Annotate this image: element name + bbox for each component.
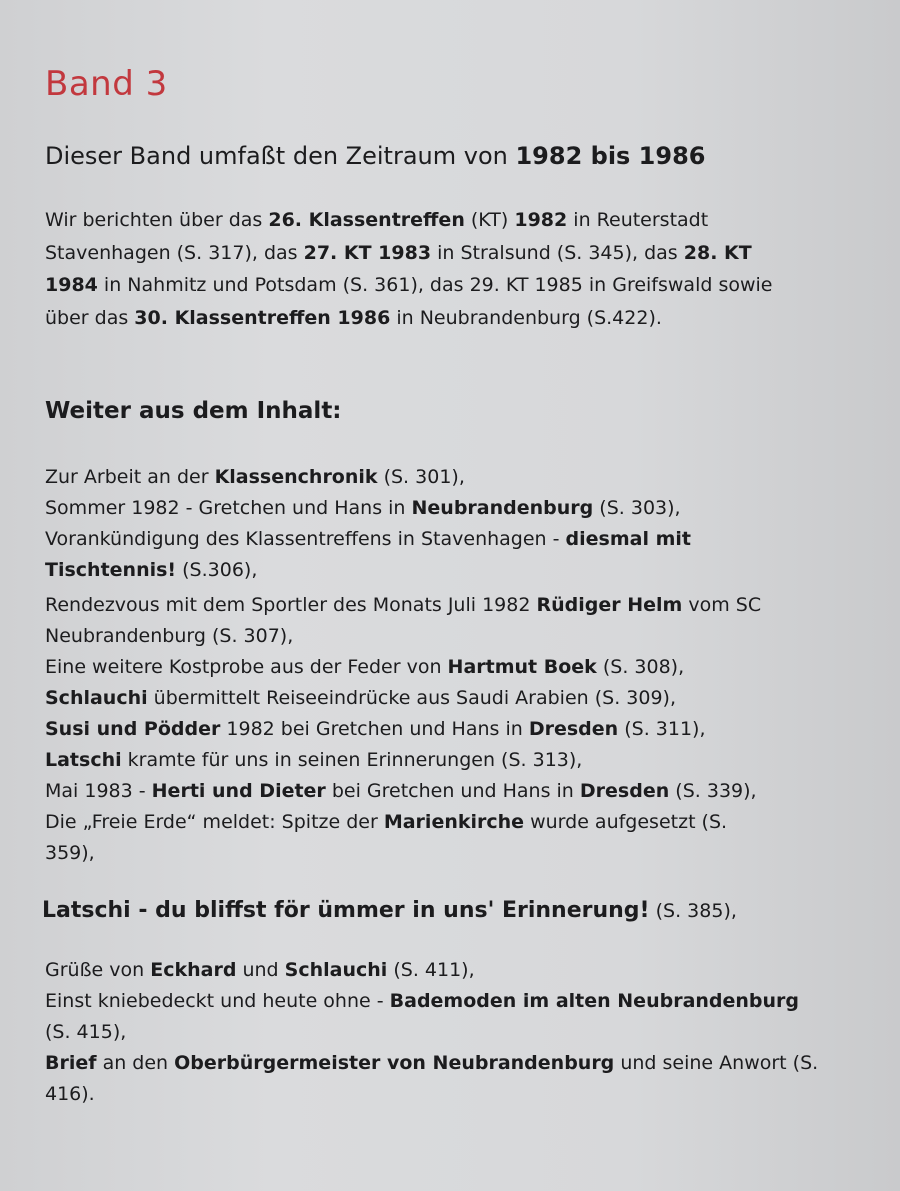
text-run: Neubrandenburg (S. 307), — [45, 625, 294, 647]
period-subtitle — [45, 142, 705, 170]
intro-line — [45, 204, 865, 237]
text-run: (S. 303), — [593, 497, 681, 519]
subtitle-years: 1982 bis 1986 — [515, 142, 706, 170]
list-item — [45, 1017, 875, 1048]
bold-run: Schlauchi — [284, 959, 388, 981]
text-run: in Nahmitz und Potsdam (S. 361), das 29. KT 1985 in Greifswald sowie — [97, 274, 773, 296]
text-run: in Neubrandenburg (S.422). — [390, 306, 662, 329]
text-run: Zur Arbeit an der — [45, 466, 215, 488]
bold-run: Marienkirche — [383, 811, 525, 833]
text-run: Einst kniebedeckt und heute ohne - — [45, 990, 390, 1012]
contents-list-1 — [45, 462, 875, 869]
text-run: in Stralsund (S. 345), das — [431, 241, 684, 264]
text-run: Eine weitere Kostprobe aus der Feder von — [45, 656, 448, 678]
bold-run: 27. KT 1983 — [303, 241, 432, 264]
list-item — [45, 555, 875, 586]
bold-run: Neubrandenburg — [411, 497, 594, 519]
list-item — [45, 955, 875, 986]
intro-line — [45, 269, 865, 302]
bold-run: Susi und Pödder — [45, 718, 221, 740]
text-run: Sommer 1982 - Gretchen und Hans in — [45, 497, 412, 519]
text-run: und seine Anwort (S. — [614, 1052, 819, 1074]
bold-run: 26. Klassentreffen — [268, 209, 465, 231]
bold-run: Dresden — [528, 718, 619, 740]
bold-run: 30. Klassentreffen 1986 — [134, 306, 391, 329]
bold-run: Schlauchi — [45, 687, 148, 709]
text-run: (KT) — [464, 209, 515, 231]
band-title: Band 3 — [45, 64, 168, 104]
list-item — [45, 621, 875, 652]
text-run: Vorankündigung des Klassentreffens in Stavenhagen - — [45, 528, 566, 550]
bold-run: 1982 — [514, 209, 568, 231]
intro-line — [45, 237, 865, 270]
list-item — [45, 776, 875, 807]
contents-list-2 — [45, 955, 875, 1110]
list-item — [45, 1079, 875, 1110]
text-run: an den — [96, 1052, 175, 1074]
text-run: 1982 bei Gretchen und Hans in — [220, 718, 529, 740]
list-item — [45, 462, 875, 493]
subtitle-text: Dieser Band umfaßt den Zeitraum von — [45, 142, 516, 170]
bold-run: Klassenchronik — [214, 466, 378, 488]
text-run: bei Gretchen und Hans in — [325, 780, 580, 802]
text-run: in Reuterstadt — [567, 209, 709, 231]
bold-run: 28. KT — [683, 241, 752, 264]
text-run: kramte für uns in seinen Erinnerungen (S. 313), — [121, 749, 583, 771]
text-run: Mai 1983 - — [45, 780, 152, 802]
text-run: und — [236, 959, 285, 981]
list-item — [45, 745, 875, 776]
bold-run: diesmal mit — [565, 528, 691, 550]
text-run: Rendezvous mit dem Sportler des Monats Juli 1982 — [45, 594, 537, 616]
list-item — [45, 986, 875, 1017]
text-run: (S. 339), — [669, 780, 757, 802]
intro-line — [45, 302, 865, 335]
list-item — [45, 838, 875, 869]
bold-run: Brief — [45, 1052, 97, 1074]
text-run: (S. 411), — [387, 959, 475, 981]
bold-run: Bademoden im alten Neubrandenburg — [389, 990, 800, 1012]
text-run: (S. 311), — [618, 718, 706, 740]
bold-run: Hartmut Boek — [447, 656, 597, 678]
bold-run: Oberbürgermeister von Neubrandenburg — [174, 1052, 615, 1074]
text-run: übermittelt Reiseeindrücke aus Saudi Arabien (S. 309), — [147, 687, 677, 709]
list-item — [45, 493, 875, 524]
contents-heading: Weiter aus dem Inhalt: — [45, 398, 342, 424]
list-item — [45, 1048, 875, 1079]
intro-paragraph — [45, 204, 865, 334]
text-run: 359), — [45, 842, 95, 864]
bold-run: Tischtennis! — [45, 559, 177, 581]
list-item — [45, 524, 875, 555]
list-item — [45, 714, 875, 745]
list-item — [45, 652, 875, 683]
bold-run: Herti und Dieter — [151, 780, 326, 802]
list-item — [45, 683, 875, 714]
text-run: Grüße von — [45, 959, 151, 981]
text-run: (S.306), — [176, 559, 258, 581]
bold-run: Rüdiger Helm — [536, 594, 683, 616]
text-run: vom SC — [682, 594, 762, 616]
bold-run: Latschi — [45, 749, 122, 771]
text-run: (S. 415), — [45, 1021, 127, 1043]
text-run: (S. 301), — [377, 466, 465, 488]
text-run: (S. 308), — [596, 656, 685, 678]
list-item — [45, 807, 875, 838]
bold-run: 1984 — [45, 274, 98, 296]
highlight-page: (S. 385), — [649, 900, 737, 922]
text-run: Stavenhagen (S. 317), das — [45, 241, 304, 264]
text-run: Die „Freie Erde“ meldet: Spitze der — [45, 811, 384, 833]
list-item — [45, 590, 875, 621]
text-run: wurde aufgesetzt (S. — [524, 811, 728, 833]
text-run: über das — [45, 306, 135, 329]
highlight-text: Latschi - du bliffst för ümmer in uns' Erinnerung! — [42, 898, 650, 923]
latschi-highlight — [42, 898, 737, 923]
bold-run: Eckhard — [150, 959, 237, 981]
text-run: Wir berichten über das — [45, 209, 269, 231]
text-run: 416). — [45, 1083, 95, 1105]
bold-run: Dresden — [579, 780, 670, 802]
